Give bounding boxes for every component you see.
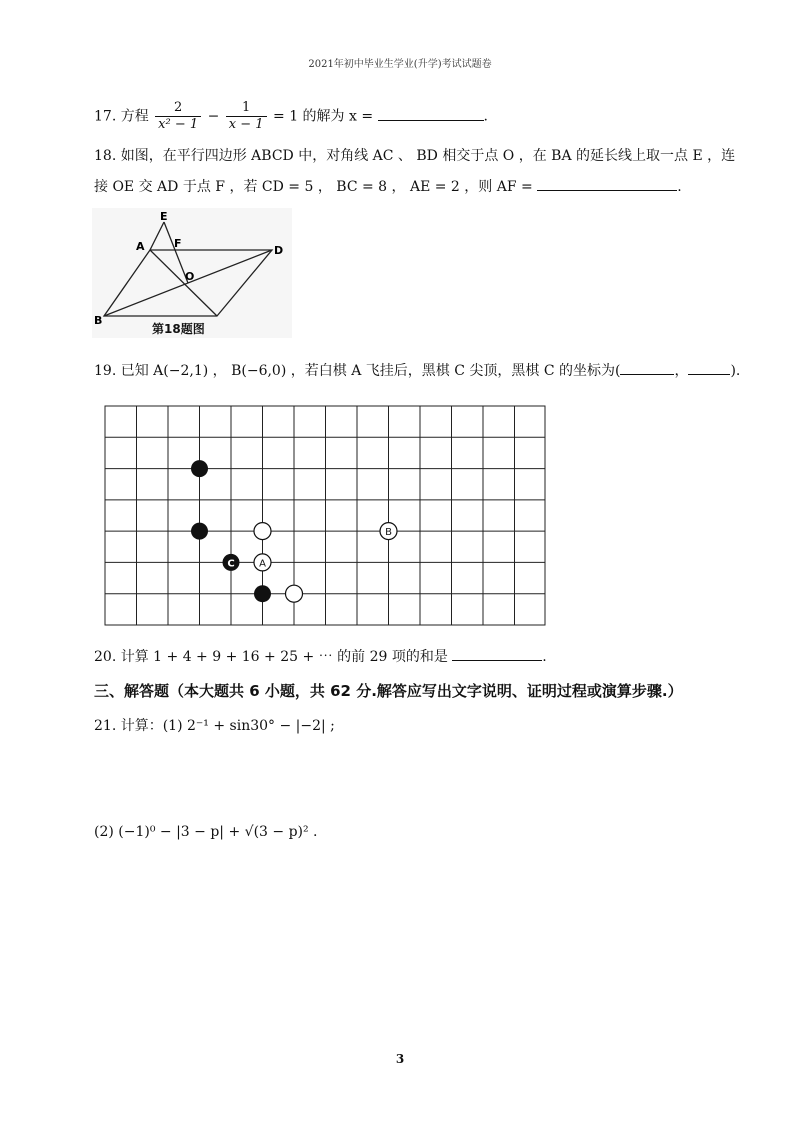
q17-f1-denominator: x² − 1 [158,117,199,132]
q19-answer-blank-x[interactable] [620,360,674,375]
question-20 [94,646,547,667]
label-b: B [94,314,103,327]
stone-label-a: A [259,558,266,570]
q20-answer-blank[interactable] [452,646,542,661]
q20-end: . [542,649,547,665]
q17-prefix: 17. 方程 [94,108,149,125]
q18-figure [92,208,292,338]
q17-f2-numerator: 1 [226,100,267,117]
q17-end: . [483,108,488,125]
q20-text: 20. 计算 1 + 4 + 9 + 16 + 25 + ⋯ 的前 29 项的和是 [94,649,448,665]
q17-answer-blank[interactable] [378,106,484,121]
label-o: O [185,270,195,283]
white-stone [254,523,271,540]
q18-answer-blank[interactable] [537,176,677,191]
q17-f2-denominator: x − 1 [228,117,264,132]
black-stone [254,585,271,602]
q17-f1-numerator: 2 [155,100,201,117]
go-board [104,404,548,628]
question-19 [94,360,740,381]
page-number: 3 [395,1052,405,1066]
black-stone [191,460,208,477]
stone-label-b: B [385,527,392,539]
q18-line-2-text: 接 OE 交 AD 于点 F ，若 CD = 5 ， BC = 8 ， AE = 2 ，则 AF = [94,179,533,195]
label-e: E [160,210,168,223]
label-d: D [274,244,284,257]
stone-label-c: C [227,558,235,570]
label-a: A [136,240,145,253]
q17-fraction-1 [155,100,201,133]
q19-text-1: 19. 已知 A(−2,1) ， B(−6,0) ，若白棋 A 飞挂后，黑棋 C 尖顶，黑棋 C 的坐标为( [94,363,621,379]
q17-suffix: = 1 的解为 x = [273,108,374,125]
question-18-line-2 [94,176,682,197]
q17-fraction-2 [226,100,267,133]
q19-comma: ， [674,363,689,379]
question-21-part-1: 21. 计算：(1) 2⁻¹ + sin30° − |−2| ; [94,718,335,734]
q18-end: . [677,179,682,195]
black-stone [191,523,208,540]
q17-minus: − [207,108,220,125]
q19-answer-blank-y[interactable] [688,360,730,375]
question-21-part-2: (2) (−1)⁰ − |3 − p| + √(3 − p)² . [94,824,318,840]
exam-header: 2021年初中毕业生学业(升学)考试试题卷 [308,59,492,70]
label-f: F [174,237,182,250]
q18-figure-caption: 第18题图 [152,322,205,336]
white-stone [286,585,303,602]
question-18-line-1: 18. 如图，在平行四边形 ABCD 中，对角线 AC 、 BD 相交于点 O ，在 BA 的延长线上取一点 E ，连 [94,148,736,164]
q19-text-2: ). [730,363,741,379]
section-3-heading: 三、解答题（本大题共 6 小题，共 62 分.解答应写出文字说明、证明过程或演算步骤.） [94,682,683,700]
question-17 [94,100,488,133]
board-grid [105,406,545,625]
